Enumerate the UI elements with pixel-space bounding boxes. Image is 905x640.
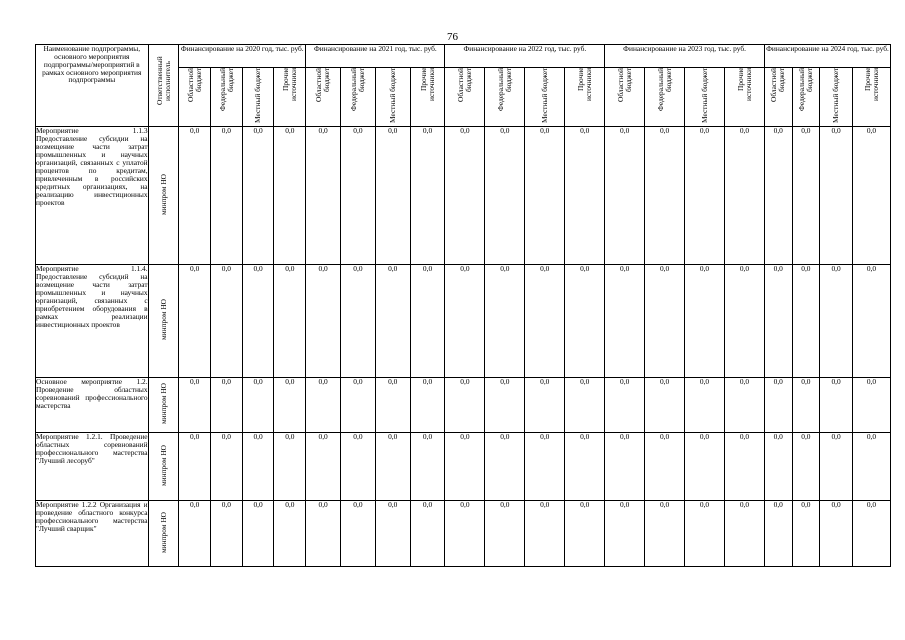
header-source-0-0 xyxy=(179,68,211,127)
value-cell: 0,0 xyxy=(410,500,445,566)
value-cell: 0,0 xyxy=(820,126,853,264)
value-cell: 0,0 xyxy=(341,126,376,264)
value-cell: 0,0 xyxy=(724,432,764,500)
value-cell: 0,0 xyxy=(242,500,274,566)
row-responsible-label: минпром НО xyxy=(158,444,168,486)
value-cell: 0,0 xyxy=(445,264,485,377)
value-cell: 0,0 xyxy=(410,377,445,432)
value-cell: 0,0 xyxy=(852,377,890,432)
value-cell: 0,0 xyxy=(242,264,274,377)
row-name: Основное мероприятие 1.2. Проведение областных соревнований профессионального мастерства xyxy=(36,377,149,432)
value-cell: 0,0 xyxy=(306,264,341,377)
row-responsible-label: минпром НО xyxy=(158,383,168,425)
value-cell: 0,0 xyxy=(565,264,605,377)
value-cell: 0,0 xyxy=(274,432,306,500)
value-cell: 0,0 xyxy=(685,126,725,264)
value-cell: 0,0 xyxy=(852,500,890,566)
row-responsible-label: минпром НО xyxy=(158,511,168,553)
row-responsible xyxy=(148,377,179,432)
value-cell: 0,0 xyxy=(242,377,274,432)
header-source-label: Прочие источники xyxy=(862,68,880,102)
row-responsible xyxy=(148,264,179,377)
header-source-label: Областной бюджет xyxy=(314,68,332,102)
value-cell: 0,0 xyxy=(685,432,725,500)
header-source-4-3 xyxy=(852,68,890,127)
header-source-label: Областной бюджет xyxy=(456,68,473,102)
table-row xyxy=(36,432,891,500)
header-year-2020: Финансирование на 2020 год, тыс. руб. xyxy=(179,45,306,68)
table-row xyxy=(36,377,891,432)
value-cell: 0,0 xyxy=(605,264,645,377)
value-cell: 0,0 xyxy=(685,264,725,377)
header-source-label: Прочие источники xyxy=(418,68,436,102)
value-cell: 0,0 xyxy=(179,432,211,500)
row-responsible xyxy=(148,432,179,500)
value-cell: 0,0 xyxy=(565,500,605,566)
header-source-4-0 xyxy=(764,68,792,127)
header-source-4-1 xyxy=(792,68,820,127)
value-cell: 0,0 xyxy=(645,500,685,566)
value-cell: 0,0 xyxy=(211,432,243,500)
value-cell: 0,0 xyxy=(820,432,853,500)
value-cell: 0,0 xyxy=(605,126,645,264)
value-cell: 0,0 xyxy=(485,126,525,264)
header-source-label: Местный бюджет xyxy=(539,68,549,124)
value-cell: 0,0 xyxy=(445,500,485,566)
header-source-0-1 xyxy=(211,68,243,127)
value-cell: 0,0 xyxy=(605,377,645,432)
value-cell: 0,0 xyxy=(306,500,341,566)
value-cell: 0,0 xyxy=(792,264,820,377)
value-cell: 0,0 xyxy=(410,126,445,264)
value-cell: 0,0 xyxy=(792,500,820,566)
row-name: Мероприятие 1.2.2 Организация и проведение областного конкурса профессионального мастерства "Лучший сварщик" xyxy=(36,500,149,566)
header-source-label: Областной бюджет xyxy=(615,68,633,102)
value-cell: 0,0 xyxy=(645,264,685,377)
header-source-1-2 xyxy=(375,68,410,127)
value-cell: 0,0 xyxy=(525,432,565,500)
header-source-3-3 xyxy=(724,68,764,127)
header-source-label: Областной бюджет xyxy=(769,68,787,102)
value-cell: 0,0 xyxy=(485,377,525,432)
header-source-label: Местный бюджет xyxy=(387,68,397,124)
value-cell: 0,0 xyxy=(792,432,820,500)
header-source-label: Прочие источники xyxy=(281,68,298,102)
value-cell: 0,0 xyxy=(724,500,764,566)
header-source-label: Местный бюджет xyxy=(253,68,263,124)
value-cell: 0,0 xyxy=(525,126,565,264)
value-cell: 0,0 xyxy=(274,500,306,566)
value-cell: 0,0 xyxy=(485,432,525,500)
value-cell: 0,0 xyxy=(525,264,565,377)
value-cell: 0,0 xyxy=(410,432,445,500)
value-cell: 0,0 xyxy=(242,432,274,500)
row-responsible-label: минпром НО xyxy=(158,299,168,341)
row-name: Мероприятие 1.1.4. Предоставление субсидий на возмещение части затрат промышленных и научных организаций, связанных с приобретением оборудования в рамках реализации инвестиционных проектов xyxy=(36,264,149,377)
header-source-label: Федеральный бюджет xyxy=(797,68,814,112)
value-cell: 0,0 xyxy=(306,126,341,264)
row-name: Мероприятие 1.1.3 Предоставление субсидии на возмещение части затрат промышленных и научных организаций, связанных с уплатой процентов по кредитам, привлеченным в российских кредитных организациях, на реализацию инвестиционных проектов xyxy=(36,126,149,264)
value-cell: 0,0 xyxy=(306,432,341,500)
value-cell: 0,0 xyxy=(724,126,764,264)
header-source-label: Местный бюджет xyxy=(699,68,709,124)
value-cell: 0,0 xyxy=(375,500,410,566)
header-name-col: Наименование подпрограммы, основного мероприятия подпрограммы/мероприятий в рамках основного мероприятия подпрограммы xyxy=(36,45,149,127)
value-cell: 0,0 xyxy=(445,432,485,500)
value-cell: 0,0 xyxy=(179,377,211,432)
header-source-0-2 xyxy=(242,68,274,127)
table-row xyxy=(36,126,891,264)
table-body xyxy=(36,126,891,566)
value-cell: 0,0 xyxy=(764,264,792,377)
header-resp-col xyxy=(148,45,179,127)
value-cell: 0,0 xyxy=(274,264,306,377)
value-cell: 0,0 xyxy=(565,377,605,432)
value-cell: 0,0 xyxy=(764,432,792,500)
value-cell: 0,0 xyxy=(792,126,820,264)
value-cell: 0,0 xyxy=(820,264,853,377)
value-cell: 0,0 xyxy=(525,500,565,566)
header-source-label: Местный бюджет xyxy=(831,68,841,124)
value-cell: 0,0 xyxy=(792,377,820,432)
header-source-1-1 xyxy=(341,68,376,127)
header-source-label: Федеральный бюджет xyxy=(217,68,235,112)
value-cell: 0,0 xyxy=(485,500,525,566)
header-source-label: Федеральный бюджет xyxy=(349,68,366,112)
header-source-2-2 xyxy=(525,68,565,127)
value-cell: 0,0 xyxy=(852,432,890,500)
value-cell: 0,0 xyxy=(764,377,792,432)
value-cell: 0,0 xyxy=(605,500,645,566)
value-cell: 0,0 xyxy=(485,264,525,377)
header-source-label: Федеральный бюджет xyxy=(655,68,673,112)
page-number: 76 xyxy=(447,31,458,43)
value-cell: 0,0 xyxy=(341,500,376,566)
value-cell: 0,0 xyxy=(764,500,792,566)
header-source-label: Прочие источники xyxy=(575,68,593,102)
header-source-3-1 xyxy=(645,68,685,127)
value-cell: 0,0 xyxy=(274,377,306,432)
header-source-4-2 xyxy=(820,68,853,127)
value-cell: 0,0 xyxy=(685,500,725,566)
value-cell: 0,0 xyxy=(341,264,376,377)
header-source-2-0 xyxy=(445,68,485,127)
row-responsible xyxy=(148,500,179,566)
value-cell: 0,0 xyxy=(375,432,410,500)
value-cell: 0,0 xyxy=(242,126,274,264)
value-cell: 0,0 xyxy=(445,377,485,432)
value-cell: 0,0 xyxy=(274,126,306,264)
header-source-0-3 xyxy=(274,68,306,127)
value-cell: 0,0 xyxy=(211,264,243,377)
value-cell: 0,0 xyxy=(341,377,376,432)
value-cell: 0,0 xyxy=(820,377,853,432)
header-year-2021: Финансирование на 2021 год, тыс. руб. xyxy=(306,45,445,68)
value-cell: 0,0 xyxy=(375,126,410,264)
value-cell: 0,0 xyxy=(211,500,243,566)
row-responsible xyxy=(148,126,179,264)
header-source-3-2 xyxy=(685,68,725,127)
header-source-1-3 xyxy=(410,68,445,127)
value-cell: 0,0 xyxy=(724,264,764,377)
value-cell: 0,0 xyxy=(852,264,890,377)
value-cell: 0,0 xyxy=(645,432,685,500)
value-cell: 0,0 xyxy=(341,432,376,500)
header-year-2022: Финансирование на 2022 год, тыс. руб. xyxy=(445,45,605,68)
header-year-2024: Финансирование на 2024 год, тыс. руб. xyxy=(764,45,890,68)
financing-table xyxy=(35,44,891,567)
header-row-years xyxy=(36,45,891,68)
value-cell: 0,0 xyxy=(645,126,685,264)
value-cell: 0,0 xyxy=(724,377,764,432)
value-cell: 0,0 xyxy=(410,264,445,377)
table-row xyxy=(36,264,891,377)
value-cell: 0,0 xyxy=(605,432,645,500)
row-name: Мероприятие 1.2.1. Проведение областных соревнований профессионального мастерства "Лучший лесоруб" xyxy=(36,432,149,500)
value-cell: 0,0 xyxy=(375,377,410,432)
value-cell: 0,0 xyxy=(525,377,565,432)
value-cell: 0,0 xyxy=(375,264,410,377)
header-source-2-1 xyxy=(485,68,525,127)
header-source-2-3 xyxy=(565,68,605,127)
value-cell: 0,0 xyxy=(645,377,685,432)
table-row xyxy=(36,500,891,566)
value-cell: 0,0 xyxy=(820,500,853,566)
value-cell: 0,0 xyxy=(306,377,341,432)
value-cell: 0,0 xyxy=(852,126,890,264)
value-cell: 0,0 xyxy=(179,126,211,264)
header-year-2023: Финансирование на 2023 год, тыс. руб. xyxy=(605,45,765,68)
header-source-label: Федеральный бюджет xyxy=(496,68,513,112)
value-cell: 0,0 xyxy=(211,377,243,432)
value-cell: 0,0 xyxy=(179,264,211,377)
value-cell: 0,0 xyxy=(211,126,243,264)
header-resp-label: Ответственный исполнитель xyxy=(154,56,172,106)
header-source-1-0 xyxy=(306,68,341,127)
value-cell: 0,0 xyxy=(764,126,792,264)
value-cell: 0,0 xyxy=(179,500,211,566)
value-cell: 0,0 xyxy=(445,126,485,264)
header-source-3-0 xyxy=(605,68,645,127)
value-cell: 0,0 xyxy=(685,377,725,432)
header-source-label: Областной бюджет xyxy=(185,68,203,102)
value-cell: 0,0 xyxy=(565,126,605,264)
row-responsible-label: минпром НО xyxy=(158,173,168,215)
header-source-label: Прочие источники xyxy=(735,68,753,102)
value-cell: 0,0 xyxy=(565,432,605,500)
